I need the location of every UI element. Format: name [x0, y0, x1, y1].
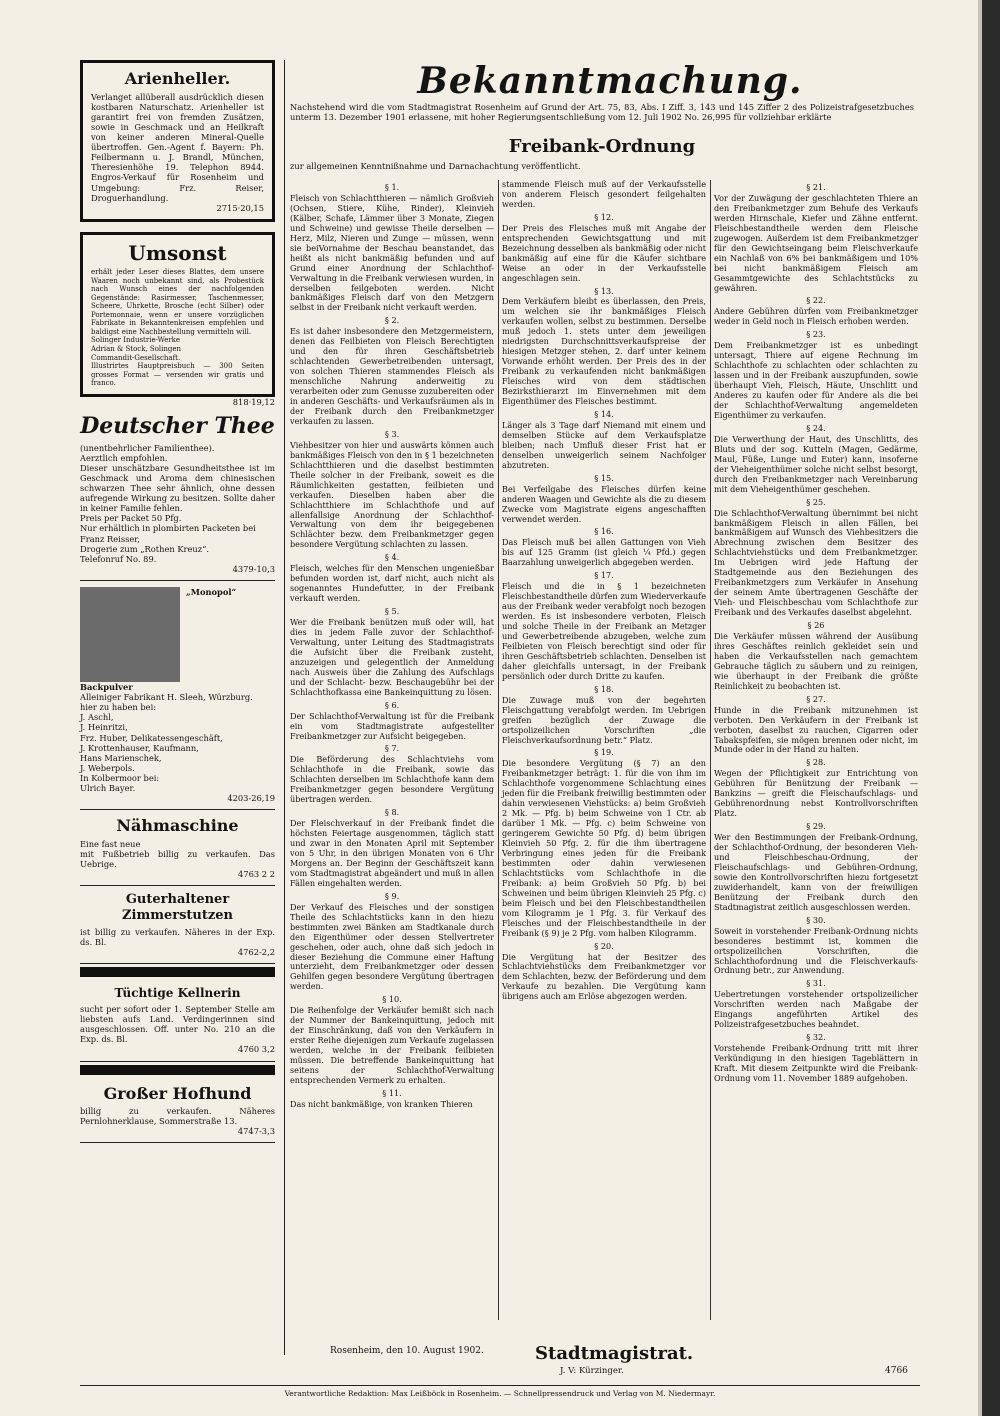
- section-text: Die Beförderung des Schlachtviehs vom Schlachthofe in die Freibank, sowie das Schlachten derselben im Schlachthofe kann dem Freibankmetzger gegen besondere Vergütung übertragen werden.: [290, 754, 494, 805]
- section-text: Der Schlachthof-Verwaltung ist für die Freibank ein vom Stadtmagistrate aufgestellter Freibankmetzger zur Aufsicht beigegeben.: [290, 710, 494, 741]
- section-text: Die Vergütung hat der Besitzer des Schlachtviehstücks dem Freibankmetzger vor dem Schlachten, bezw. der Beförderung und dem Verkaufe zu bezahlen. Die Vergütung kann übrigens auch am Erlöse abgezogen werden.: [502, 951, 706, 1002]
- section-text: Der Verkauf des Fleisches und der sonstigen Theile des Schlachtstücks kann in den hiezu bestimmten zwei Bänken am Stadtkanale durch den Eigenthümer oder dessen Stellvertreter geschehen, oder auch, ohne daß sich jedoch in dieser Beziehung die Commune einer Haftung unterzieht, dem Freibankmetzger oder dessen Gehilfen gegen besondere Vergütung übertragen werden.: [290, 901, 494, 992]
- ad-reference: 4762-2,2: [237, 947, 275, 958]
- ordinance-section: [502, 685, 706, 746]
- signature-authority: Stadtmagistrat.: [535, 1343, 694, 1364]
- section-heading: § 8.: [384, 807, 400, 818]
- ad-kellnerin: [80, 980, 275, 1061]
- ad-title: Großer Hofhund: [103, 1083, 252, 1103]
- page-title: Bekanntmachung.: [417, 60, 803, 102]
- ordinance-section: [502, 474, 706, 525]
- section-text: Die Schlachthof-Verwaltung übernimmt bei nicht bankmäßigem Fleisch in allen Fällen, bei bankmäßigem auf Wunsch des Viehbesitzers die Abrechnung zwischen dem Besitzer des Schlachtviehstücks und dem Freibankmetzger. Im Uebrigen wird jede Haftung der Stadtgemeinde aus den Beziehungen des Freibankmetzgers zum Verkäufer in Ansehung der seinem Amte übertragenen Geschäfte der Vieh- und Fleischbeschau vom Schlachthofe zur Freibank und des Verkaufes daselbst abgelehnt.: [714, 507, 918, 618]
- page-number: 4766: [885, 1366, 908, 1376]
- section-heading: § 29.: [806, 821, 826, 832]
- section-text: Das Fleisch muß bei allen Gattungen von Vieh bis auf 125 Gramm (ist gleich ¼ Pfd.) gegen Baarzahlung unweigerlich abgegeben werden.: [502, 537, 706, 568]
- ad-title: Umsonst: [128, 240, 227, 265]
- ad-zimmerstutzen: [80, 886, 275, 964]
- section-text: Die Zuwage muß von der begehrten Fleischgattung verabfolgt werden. Im Uebrigen greifen bezüglich der Zuwage die ortspolizeilichen Vorschriften „die Fleischverkaufsordnung betr.“ Platz.: [502, 694, 706, 745]
- section-text: Die Verkäufer müssen während der Ausübung ihres Geschäftes reinlich gekleidet sein und haben die Verkaufsstellen nach gemachtem Gebrauche täglich zu säubern und zu reinigen, wie überhaupt in der Freibank die größte Reinlichkeit zu beobachten ist.: [714, 630, 918, 691]
- ad-reference: 4203-26,19: [227, 793, 275, 804]
- section-text: Soweit in vorstehender Freibank-Ordnung nichts besonderes bestimmt ist, kommen die ortspolizeilichen Vorschriften, die Schlachthofordnung und die Fleischverkaufs-Ordnung betr., zur Anwendung.: [714, 925, 918, 976]
- section-title: Freibank-Ordnung: [508, 136, 696, 157]
- ad-reference: 4747-3,3: [237, 1126, 275, 1137]
- signature-place-date: Rosenheim, den 10. August 1902.: [330, 1346, 484, 1356]
- section-text: Vorstehende Freibank-Ordnung tritt mit ihrer Verkündigung in den hiesigen Tageblättern in Kraft. Mit diesem Zeitpunkte wird die Freibank-Ordnung vom 11. November 1889 aufgehoben.: [714, 1043, 918, 1084]
- section-heading: § 19.: [594, 747, 614, 758]
- ad-text: (unentbehrlicher Familienthee). Aerztlich empfohlen. Dieser unschätzbare Gesundheitsthee ist im Geschmack und Aroma dem chinesischen schwarzen Thee sehr ähnlich, ohne dessen aufregende Wirkung zu besitzen. Sollte daher in keiner Familie fehlen. Preis per Packet 50 Pfg. Nur erhältlich in plombirten Packeten bei Franz Reisser, Drogerie zum „Rothen Kreuz“. Telefonruf No. 89.: [80, 442, 275, 564]
- section-text: Der Fleischverkauf in der Freibank findet die höchsten Feiertage ausgenommen, täglich statt und zwar in den Monaten April mit September von 5 Uhr, in den übrigen Monaten von 6 Uhr Morgens an. Der Beginn der Geschäftszeit kann vom Stadtmagistrat abgeändert und muß in allen Fällen eingehalten werden.: [290, 818, 494, 888]
- ad-reference: 4379-10,3: [232, 563, 275, 574]
- section-heading: § 15.: [594, 472, 614, 483]
- section-text: Es ist daher insbesondere den Metzgermeistern, denen das Feilbieten von Fleisch Berechtigten und den für ihren Geschäftsbetrieb schlachtenden Gewerbetreibenden untersagt, von solchen Thieren stammendes Fleisch als menschliche Nahrung anderweitig zu verarbeiten oder zum Genusse zuzubereiten oder in anderen Geschäfts- und Verkaufsräumen als in der Freibank durch den Freibankmetzger verkaufen zu lassen.: [290, 326, 494, 426]
- ad-title: „Monopol“ Backpulver: [80, 587, 237, 693]
- ad-monopol: [80, 581, 275, 810]
- ordinance-section: [714, 695, 918, 756]
- ordinance-section: [714, 621, 918, 692]
- section-heading: § 31.: [806, 978, 826, 989]
- section-text: Wer die Freibank benützen muß oder will, hat dies in jedem Falle zuvor der Schlachthof-Verwaltung, unter Leitung des Stadtmagistrats die Aufsicht über die Freibank zusteht, anzuzeigen und gelegentlich der Anmeldung nach Ausweis über die Zahlung des Aufschlags und der Schlacht- bezw. Beschaugebühr bei der Schlachthofkassa eine Bankeinquittung zu lösen.: [290, 617, 494, 697]
- section-text: Dem Verkäufern bleibt es überlassen, den Preis, um welchen sie ihr bankmäßiges Fleisch verkaufen wollen, selbst zu bestimmen. Derselbe muß jedoch 1. stets unter dem jeweiligen niedrigsten Durchschnittsverkaufspreise der hiesigen Metzger stehen, 2. darf unter keinem Vorwande erhöht werden. Der Preis des in der Freibank zu verkaufenden nicht bankmäßigen Fleisches wird von dem städtischen Bezirksthierarzt im Einvernehmen mit dem Eigenthümer des Fleisches bestimmt.: [502, 296, 706, 407]
- section-heading: § 6.: [384, 699, 400, 710]
- section-heading: § 13.: [594, 285, 614, 296]
- ordinance-section: [290, 744, 494, 805]
- ad-hofhund: [80, 1078, 275, 1144]
- divider-bar: [80, 1065, 275, 1075]
- section-heading: § 23.: [806, 329, 826, 340]
- imprint-footer: Verantwortliche Redaktion: Max Leißböck in Rosenheim. — Schnellpressendruck und Verlag von M. Niedermayr.: [80, 1385, 920, 1398]
- ordinance-section: [290, 316, 494, 426]
- ordinance-section: [290, 430, 494, 550]
- ordinance-section: [714, 296, 918, 327]
- ordinance-column-2: [502, 180, 706, 1003]
- section-text: Das nicht bankmäßige, von kranken Thieren: [290, 1098, 473, 1109]
- ad-text: Verlanget allüberall ausdrücklich diesen kostbaren Naturschatz. Arienheller ist garantirt frei von fremden Zusätzen, sowie in Geschmack und an Heilkraft von keiner anderen Mineral-Quelle übertroffen. Gen.-Agent f. Bayern: Ph. Feilbermann u. J. Brandl, München, Theresienhöhe 19. Telephon 8944. Engros-Verkauf für Rosenheim und Umgebung: Frz. Reiser, Droguerhandlung.: [91, 91, 264, 203]
- ordinance-section: [714, 758, 918, 819]
- ad-illustration: [80, 587, 180, 682]
- ordinance-section: [290, 607, 494, 698]
- ad-title: Guterhaltener Zimmerstutzen: [122, 892, 233, 924]
- ad-text: Alleiniger Fabrikant H. Sleeh, Würzburg. hier zu haben bei: J. Aschl, J. Heinritzi, Frz. Huber, Delikatessengeschäft, J. Krottenhauser, Kaufmann, Hans Marienschek, J. Weberpols. In Kolbermoor bei: Ulrich Bayer.: [80, 692, 253, 794]
- section-text: Dem Freibankmetzger ist es unbedingt untersagt, Thiere auf eigene Rechnung im Schlachthofe zu schlachten oder schlachten zu lassen und in der Freibank auszupfunden, sowie überhaupt Vieh, Fleisch, Häute, Unschlitt und Anderes zu kaufen oder für Andere als die bei der Schlachthof-Verwaltung angemeldeten Eigenthümer zu verkaufen.: [714, 340, 918, 420]
- section-heading: § 10.: [382, 994, 402, 1005]
- section-heading: § 7.: [384, 743, 400, 754]
- section-heading: § 18.: [594, 683, 614, 694]
- ad-text: ist billig zu verkaufen. Näheres in der Exp. ds. Bl.: [80, 927, 275, 948]
- ad-reference: 2715·20,15: [216, 202, 264, 213]
- ordinance-section: [290, 701, 494, 742]
- ordinance-section: [502, 527, 706, 568]
- divider-bar: [80, 967, 275, 977]
- section-heading: § 16.: [594, 526, 614, 537]
- ordinance-section: [502, 942, 706, 1003]
- ordinance-section: [714, 1033, 918, 1084]
- ordinance-section: [714, 498, 918, 618]
- ad-arienheller: [80, 60, 275, 222]
- ordinance-section: [290, 808, 494, 889]
- section-text: Die Verwerthung der Haut, des Unschlitts, des Bluts und der sog. Kutteln (Magen, Gedärme, Maul, Füße, Lunge und Euter) kann, insoferne der Vieheigenthümer solche nicht selbst besorgt, durch den Freibankmetzger nach Vereinbarung mit dem Vieheigenthümer geschehen.: [714, 433, 918, 494]
- ad-deutscher-thee: [80, 407, 275, 581]
- ad-reference: 818·19,12: [232, 396, 275, 407]
- section-heading: § 21.: [806, 182, 826, 192]
- section-heading: § 5.: [384, 606, 400, 617]
- section-heading: § 26: [807, 620, 825, 631]
- ordinance-section: [502, 410, 706, 471]
- column-rule: [498, 180, 499, 1320]
- ordinance-section: [502, 287, 706, 407]
- ad-title: Arienheller.: [124, 69, 231, 88]
- ordinance-section: [714, 979, 918, 1030]
- section-text: Wer den Bestimmungen der Freibank-Ordnung, der Schlachthof-Ordnung, der besonderen Vieh- und Fleischbeschau-Ordnung, der Fleischaufschlags- und Gebühren-Ordnung, sowie den Kontrollvorschriften hiezu fortgesetzt zuwiderhandelt, kann von der freiwilligen Benützung der Freibank durch den Stadtmagistrat zeitlich ausgeschlossen werden.: [714, 832, 918, 912]
- section-text: Bei Verfeilgabe des Fleisches dürfen keine anderen Waagen und Gewichte als die zu diesem Zwecke vom Magistrate eigens angeschafften verwendet werden.: [502, 483, 706, 524]
- section-heading: § 28.: [806, 757, 826, 768]
- section-text: stammende Fleisch muß auf der Verkaufsstelle von anderem Fleisch gesondert feilgehalten werden.: [502, 179, 706, 209]
- page-edge: [982, 0, 1000, 1416]
- ad-umsonst: [80, 232, 275, 397]
- ad-text: sucht per sofort oder 1. September Stelle am liebsten aufs Land. Verdingerinnen sind ausgeschlossen. Off. unter No. 210 an die Exp. ds. Bl.: [80, 1003, 275, 1045]
- ad-text: billig zu verkaufen. Näheres Pernlohnerklause, Sommerstraße 13.: [80, 1106, 275, 1127]
- section-text: Die besondere Vergütung (§ 7) an den Freibankmetzger beträgt: 1. für die von ihm im Schlachthofe vorgenommene Schlachtung eines jeden für die Freibank freiwillig bestimmten oder dahin verwiesenen Viehstücks: a) beim Großvieh 2 Mk. — Pfg. b) beim Schweine von 1 Ctr. ab darüber 1 Mk. — Pfg. c) beim Schweine von geringerem Gewichte 50 Pfg. d) beim übrigen Kleinvieh 50 Pfg. 2. für die ihm übertragene Verbringung eines jeden für die Freibank bestimmten oder dahin verwiesenen Schlachtstücks vom Schlachthofe in die Freibank: a) beim Großvieh 50 Pfg. b) bei Schweinen und beim übrigen Kleinvieh 25 Pfg. c) beim Fleisch und bei den Fleischbestandtheilen vom Kilogramm je 1 Pfg. 3. für Verkauf des Fleisches und der Fleischbestandtheile in der Freibank (§ 9) je 2 Pfg. vom halben Kilogramm.: [502, 758, 706, 938]
- section-heading: § 27.: [806, 693, 826, 704]
- section-text: Hunde in die Freibank mitzunehmen ist verboten. Den Verkäufern in der Freibank ist verboten, daselbst zu rauchen, Cigarren oder Tabakspfeifen, sie mögen brennen oder nicht, im Munde oder in der Hand zu halten.: [714, 704, 918, 755]
- section-text: Fleisch und die in § 1 bezeichneten Fleischbestandtheile dürfen zum Wiederverkaufe aus der Freibank weder verabfolgt noch bezogen werden. Es ist insbesondere verboten, Fleisch und solche Theile in der Freibank an Metzger und Gewerbetreibende abzugeben, welche zum Feilbieten von Fleisch berechtigt sind oder für ihren Geschäftsbetrieb schlachten. Denselben ist daher gleichfalls untersagt, in der Freibank persönlich oder durch Dritte zu kaufen.: [502, 581, 706, 681]
- ordinance-section: [290, 995, 494, 1086]
- ad-reference: 4760 3,2: [238, 1044, 275, 1055]
- ordinance-section: [290, 553, 494, 604]
- section-heading: § 20.: [594, 940, 614, 951]
- ordinance-section: [290, 1089, 494, 1110]
- ordinance-section: [290, 183, 494, 313]
- ordinance-column-3: [714, 180, 918, 1085]
- ordinance-section: [714, 822, 918, 913]
- ordinance-section: [502, 748, 706, 938]
- intro-text: Nachstehend wird die vom Stadtmagistrat Rosenheim auf Grund der Art. 75, 83, Abs. I Ziff. 3, 143 und 145 Ziffer 2 des Polizeistrafgesetzbuches unterm 13. Dezember 1901 erlassene, mit hoher Regierungsentschließung vom 12. Juli 1902 No. 26,995 für vollziehbar erklärte: [290, 102, 914, 123]
- ordinance-section: [502, 571, 706, 681]
- ordinance-section: [502, 180, 706, 210]
- ordinance-column-1: [290, 180, 494, 1111]
- ad-text: Eine fast neue mit Fußbetrieb billig zu verkaufen. Das Uebrige.: [80, 838, 275, 870]
- ordinance-section: [714, 424, 918, 495]
- section-heading: § 30.: [806, 914, 826, 925]
- section-heading: § 12.: [594, 211, 614, 222]
- intro-text: zur allgemeinen Kenntnißnahme und Darnachachtung veröffentlicht.: [290, 161, 581, 171]
- section-text: Die Reihenfolge der Verkäufer bemißt sich nach der Nummer der Bankeinquittung, jedoch mit der Einschränkung, daß von den Verkäufern in erster Reihe diejenigen zum Verkaufe zugelassen werden, welche in der Freibank feilbieten müssen. Die betreffende Bankeinquittung hat seitens der Schlachthof-Verwaltung entsprechenden Vermerk zu erhalten.: [290, 1005, 494, 1085]
- section-heading: § 24.: [806, 422, 826, 433]
- section-heading: § 25.: [806, 496, 826, 507]
- ad-reference: 4763 2 2: [238, 869, 275, 880]
- section-text: Wegen der Pflichtigkeit zur Entrichtung von Gebühren für Benützung der Freibank — Bankzins — greift die Fleischaufschlags- und Gebührenordnung nebst Kontrollvorschriften Platz.: [714, 768, 918, 819]
- ad-title: Deutscher Thee: [80, 412, 275, 439]
- ordinance-section: [290, 892, 494, 993]
- section-heading: § 11.: [382, 1087, 402, 1098]
- section-heading: § 4.: [384, 552, 400, 563]
- section-heading: § 2.: [384, 315, 400, 326]
- section-text: Andere Gebühren dürfen vom Freibankmetzger weder in Geld noch in Fleisch erhoben werden.: [714, 306, 918, 327]
- ordinance-section: [714, 916, 918, 977]
- column-rule: [710, 180, 711, 1320]
- section-text: Der Preis des Fleisches muß mit Angabe der entsprechenden Gewichtsgattung und mit Bezeichnung desselben als bankmäßig oder nicht bankmäßig auf eine für die Käufer sichtbare Weise an oder in der Verkaufsstelle angeschlagen sein.: [502, 222, 706, 283]
- section-heading: § 3.: [384, 428, 400, 439]
- section-heading: § 22.: [806, 295, 826, 306]
- ad-title: Nähmaschine: [116, 816, 239, 836]
- section-heading: § 9.: [384, 890, 400, 901]
- section-heading: § 14.: [594, 408, 614, 419]
- section-heading: § 17.: [594, 570, 614, 581]
- section-text: Länger als 3 Tage darf Niemand mit einem und demselben Stücke auf dem Verkaufsplatze bleiben; nach Umfluß dieser Frist hat er denselben unweigerlich seinem Nachfolger abzutreten.: [502, 419, 706, 470]
- section-heading: § 32.: [806, 1032, 826, 1043]
- ad-naehmaschine: [80, 810, 275, 886]
- ordinance-section: [714, 183, 918, 293]
- advertisement-column: [80, 60, 275, 1143]
- section-text: Uebertretungen vorstehender ortspolizeilicher Vorschriften werden nach Maßgabe der Eingangs angeführten Artikel des Polizeistrafgesetzbuches beahndet.: [714, 989, 918, 1030]
- section-text: Fleisch von Schlachtthieren — nämlich Großvieh (Ochsen, Stiere, Kühe, Rinder), Kleinvieh (Kälber, Schafe, Lämmer über 3 Monate, Ziegen und Schweine) und gewisse Theile derselben — Herz, Milz, Nieren und Zunge — müssen, wenn sie beiVornahme der Beschau beanstandet, das heißt als nicht bankmäßig befunden und auf Grund einer Anordnung der Schlachthof-Verwaltung in die Freibank verwiesen wurden, in derselben feilgeboten werden. Nicht bankmäßiges Fleisch darf von den Metzgern selbst in der Freibank nicht verkauft werden.: [290, 192, 494, 313]
- ad-title: Tüchtige Kellnerin: [114, 986, 241, 1001]
- section-text: Fleisch, welches für den Menschen ungenießbar befunden worden ist, darf nicht, auch nicht als sogenanntes Hundefutter, in der Freibank verkauft werden.: [290, 563, 494, 604]
- column-rule: [284, 60, 285, 1355]
- section-text: Vor der Zuwägung der geschlachteten Thiere an den Freibankmetzger zum Behufe des Verkaufs werden Hirnschale, Kiefer und Zähne entfernt. Fleischbestandtheile werden dem Fleische zugewogen. Außerdem ist dem Freibankmetzger für den Gewichtseingang beim Fleischverkaufe ein Nachlaß von 6% bei bankmäßigem und 10% bei nicht bankmäßigem Fleisch am Gesammtgewichte des Schlachtstücks zu gewähren.: [714, 192, 918, 293]
- ordinance-section: [714, 330, 918, 421]
- section-heading: § 1.: [384, 182, 400, 192]
- signature-name: J. V: Kürzinger.: [560, 1366, 624, 1376]
- ad-text: erhält jeder Leser dieses Blattes, dem unsere Waaren noch unbekannt sind, als Probestück nach Wunsch eines der nachfolgenden Gegenstände: Rasirmesser, Taschenmesser, Scheere, Uhrkette, Brosche (echt Silber) oder Portemonnaie, wenn er unsere vorzüglichen Fabrikate in Bekanntenkreisen empfehlen und baldigst eine Nachbestellung vermitteln will. Solinger Industrie-Werke Adrian & Stock, Solingen Commandit-Gesellschaft. Illustrirtes Hauptpreisbuch — 300 Seiten grosses Format — versenden wir gratis und franco.: [91, 268, 264, 388]
- ordinance-section: [502, 213, 706, 284]
- section-text: Viehbesitzer von hier und auswärts können auch bankmäßiges Fleisch von den in § 1 bezeichneten Schlachtthieren und die daselbst bestimmten Theile solcher in der Freibank, soweit es die Räumlichkeiten gestatten, feilbieten und verkaufen. Dieselben haben aber die Schlachtthiere im Schlachthofe und auf allenfallsige Anordnung der Schlachthof-Verwaltung von dem ihr beigegebenen Schlächter bezw. dem Freibankmetzger gegen besondere Vergütung schlachten zu lassen.: [290, 439, 494, 550]
